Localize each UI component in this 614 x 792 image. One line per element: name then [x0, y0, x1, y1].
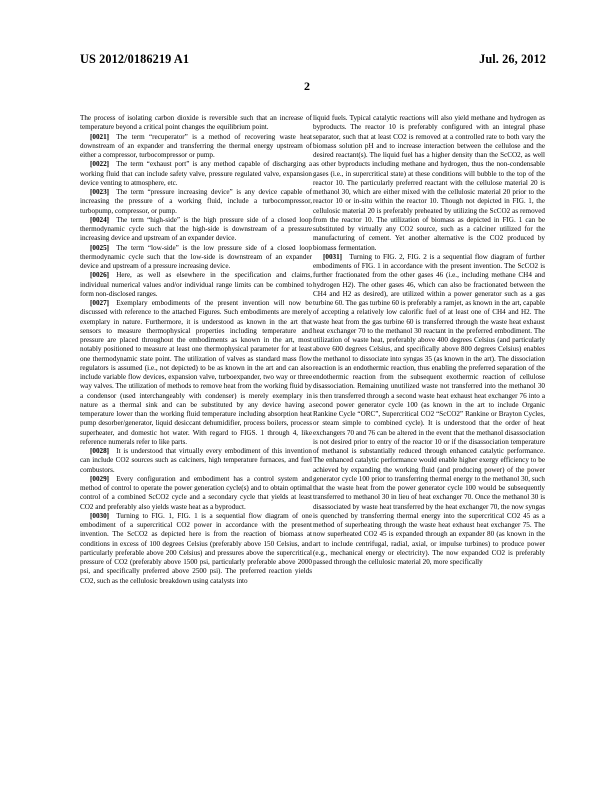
publication-number: US 2012/0186219 A1: [80, 52, 190, 66]
paragraph: [80, 188, 312, 216]
paragraph-text: Turning to FIG. 1, FIG. 1 is a sequential flow diagram of one embodiment of a supercritical CO2 power in accordance with the present invention. The ScCO2 as depicted here is from the reaction of biomass at conditions in excess of 100 degrees Celsius (preferably above 150 Celsius, and particularly preferable above 200 Celsius) and pressures above the supercritical pressure of CO2 (preferably above 1500 psi, particularly preferable above 2000 psi, and specifically preferred above 2500 psi). The preferred reaction yields CO2, such as the cellulosic breakdown using catalysts into: [80, 511, 312, 585]
paragraph-number: [0031]: [323, 252, 343, 261]
paragraph-number: [0024]: [90, 215, 110, 224]
right-column: [313, 114, 545, 778]
paragraph: [80, 160, 312, 188]
paragraph-number: [0030]: [90, 511, 110, 520]
paragraph-text: The term “pressure increasing device” is any device capable of increasing the pressure of a working fluid, include a turbocompressor, turbopump, compressor, or pump.: [80, 188, 312, 215]
paragraph-text: The term “low-side” is the low pressure side of a closed loop thermodynamic cycle such that the low-side is downstream of an expander device and upstream of a pressure increasing device.: [80, 243, 312, 270]
paragraph-number: [0023]: [90, 188, 110, 196]
paragraph-text: Every configuration and embodiment has a control system and method of control to operate the power generation cycle(s) and to obtain optimal control of a combined ScCO2 cycle and a secondary cycle that yields at least CO2 and preferably also yields waste heat as a byproduct.: [80, 474, 312, 511]
paragraph: [313, 114, 545, 253]
paragraph-number: [0028]: [90, 447, 110, 455]
paragraph-number: [0021]: [90, 132, 110, 141]
paragraph-text: The process of isolating carbon dioxide is reversible such that an increase of temperature beyond a critical point changes the equilibrium point.: [80, 114, 312, 132]
paragraph-text: Turning to FIG. 2, FIG. 2 is a sequential flow diagram of further embodiments of FIG. 1 in accordance with the present invention. The ScCO2 is further fractionated from the other gases 46 (i.e., including methane CH4 and hydrogen H2). The other gases 46, which can also be fractionated between the CH4 and H2 as desired), are utilized within a power generator such as a gas turbine 60. The gas turbine 60 is preferably a ramjet, as known in the art, capable of accepting a relatively low calorific fuel of at least one of CH4 and H2. The waste heat from the gas turbine 60 is transferred through the waste heat exhaust heat exchanger 70 to the methanol 30 reactant in the preferred embodiment. The utilization of waste heat, preferably above 400 degrees Celsius (and particularly above 600 degrees Celsius, and specifically above 800 degrees Celsius) enables the methanol to dissociate into syngas 35 (as known in the art). The dissociation reaction is an endothermic reaction, thus enabling the preferred separation of the endothermic reaction from the subsequent exothermic reaction of cellulose disassociation. Remaining unutilized waste not transferred into the methanol 30 is then transferred through a second waste heat exhaust heat exchanger 76 into a second power generator cycle 100 (as known in the art to include Organic Rankine Cycle “ORC”, Supercritical CO2 “ScCO2” Rankine or Brayton Cycles, or steam simple to combined cycle). It is understood that the order of heat exchangers 70 and 76 can be altered in the event that the methanol disassociation is not desired prior to entry of the reactor 10 or if the disassociation temperature of methanol is substantially reduced through enhanced catalytic performance. The enhanced catalytic performance would enable higher exergy efficiency to be achieved by expanding the working fluid (and producing power) of the power generator cycle 100 prior to transferring thermal energy to the methanol 30, such that the waste heat from the power generator cycle 100 would be subsequently transferred to methanol 30 in lieu of heat exchanger 70. Once the methanol 30 is disassociated by waste heat transferred by the heat exchanger 70, the now syngas is quenched by transferring thermal energy into the supercritical CO2 45 as a method of superheating through the waste heat exhaust heat exchanger 75. The now superheated CO2 45 is expanded through an expander 80 (as known in the art to include centrifugal, radial, axial, or impulse turbines) to produce power (e.g., mechanical energy or electricity). The now expanded CO2 is preferably passed through the cellulosic material 20, more specifically: [313, 252, 545, 566]
publication-date: Jul. 26, 2012: [479, 52, 546, 66]
paragraph-number: [0025]: [90, 243, 110, 252]
page-number: 2: [304, 79, 310, 93]
running-header: [80, 52, 546, 72]
paragraph: [80, 114, 312, 133]
paragraph: [313, 253, 545, 568]
paragraph: [80, 447, 312, 475]
paragraph-number: [0029]: [90, 474, 110, 483]
paragraph: [80, 475, 312, 512]
paragraph-text: The term “exhaust port” is any method capable of discharging a working fluid that can include safety valve, pressure regulated valve, expansion device venting to atmosphere, etc.: [80, 160, 312, 187]
paragraph: [80, 244, 312, 272]
paragraph: [80, 271, 312, 299]
paragraph-text: Exemplary embodiments of the present invention will now be discussed with reference to the attached Figures. Such embodiments are merely exemplary in nature. Furthermore, it is understood as known in the art that sensors to measure thermophysical properties including temperature and pressure are placed throughout the embodiments as known in the art, most notably positioned to measure at least one thermophysical parameter for at least one thermodynamic state point. The utilization of valves as standard mass flow regulators is assumed (i.e., not depicted) to be as known in the art and can also include variable flow devices, expansion valve, turboexpander, two way or three way valves. The utilization of methods to remove heat from the working fluid by a condensor (used interchangeably with condenser) is merely exemplary in nature as a thermal sink and can be substituted by any device having a temperature lower than the working fluid temperature including absorption heat pump desorber/generator, liquid desiccant dehumidifier, process boilers, process superheater, and domestic hot water. With regard to FIGS. 1 through 4, like reference numerals refer to like parts.: [80, 299, 312, 446]
paragraph-text: The term “high-side” is the high pressure side of a closed loop thermodynamic cycle such that the high-side is downstream of a pressure increasing device and upstream of an expander device.: [80, 215, 312, 243]
paragraph-number: [0027]: [90, 299, 110, 307]
paragraph: [80, 299, 312, 447]
paragraph-text: liquid fuels. Typical catalytic reactions will also yield methane and hydrogen as byproducts. The reactor 10 is preferably configured with an integral phase separator, such that at least CO2 is removed at a controlled rate to both vary the biomass solution pH and to increase interaction between the cellulose and the desired reactant(s). The liquid fuel has a higher density than the ScCO2, as well as other byproducts including methane and hydrogen, thus the non-condensable gases (i.e., in supercritical state) at these conditions will bubble to the top of the reactor 10. The particularly preferred reactant with the cellulose material 20 is methanol 30, which are either mixed with the cellulosic material 20 prior to the reactor 10 or in-situ within the reactor 10. Though not depicted in FIG. 1, the cellulosic material 20 is preferably preheated by utilizing the ScCO2 as removed from the reactor 10. The utilization of biomass as depicted in FIG. 1 can be substituted by virtually any CO2 source, such as a calciner utilized for the manufacturing of cement. Yet another alternative is the CO2 produced by biomass fermentation.: [313, 114, 545, 252]
paragraph: [80, 216, 312, 244]
paragraph-number: [0022]: [90, 160, 110, 169]
paragraph-text: The term “recuperator” is a method of recovering waste heat downstream of an expander and transferring the thermal energy upstream of either a compressor, turbocompressor or pump.: [80, 132, 312, 159]
paragraph: [80, 512, 312, 586]
paragraph-text: It is understood that virtually every embodiment of this invention can include CO2 sources such as calciners, high temperature furnaces, and fuel combustors.: [80, 447, 312, 474]
paragraph-number: [0026]: [90, 271, 110, 280]
paragraph: [80, 133, 312, 161]
paragraph-text: Here, as well as elsewhere in the specification and claims, individual numerical values and/or individual range limits can be combined to form non-disclosed ranges.: [80, 271, 312, 298]
left-column: [80, 114, 312, 778]
